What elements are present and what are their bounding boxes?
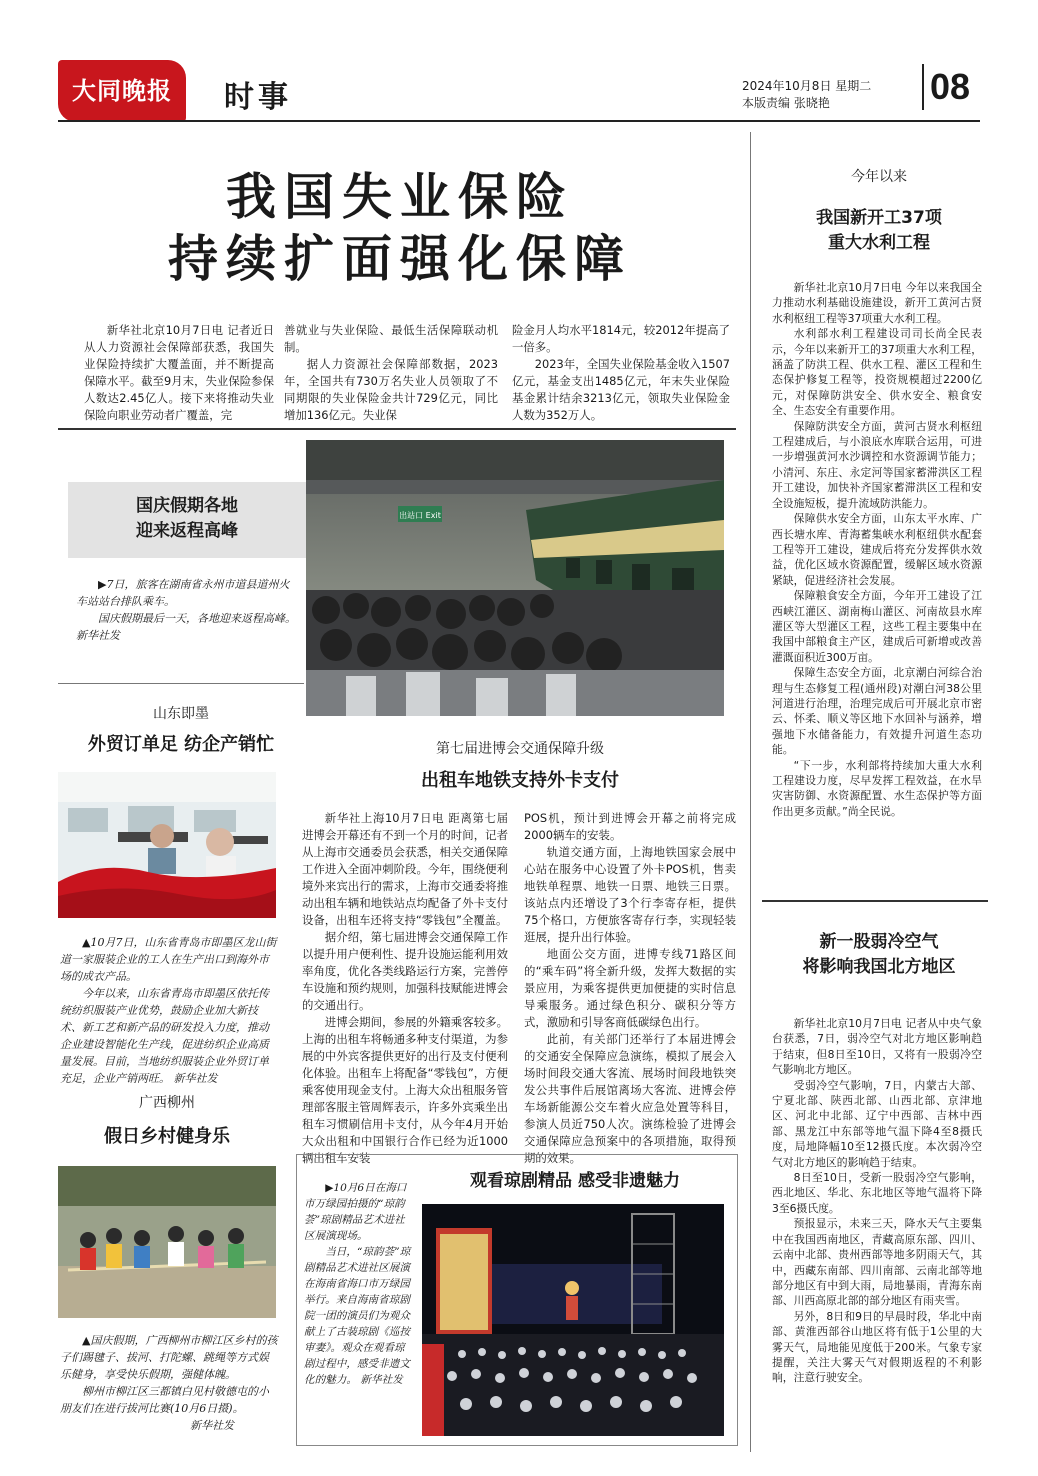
lead-headline-line2: 持续扩面强化保障: [168, 229, 632, 288]
lead-paragraph: 险金月人均水平1814元，较2012年提高了一倍多。: [512, 323, 730, 354]
water-paragraph: 水利部水利工程建设司司长尚全民表示，今年以来新开工的37项重大水利工程，涵盖了防洪工程、供水工程、灌区工程和生态保护修复工程等，投资规模超过2200亿元，对保障防洪安全、供水安全、粮食安全、生态安全有重要作用。: [772, 327, 982, 418]
water-kicker: 今年以来: [851, 169, 907, 185]
water-body: [772, 280, 982, 819]
cold-title-line1: 新一股弱冷空气: [819, 932, 939, 952]
tug-of-war-photo: [58, 1166, 276, 1318]
holiday-caption-2: 国庆假期最后一天，各地迎来返程高峰。 新华社发: [76, 612, 296, 642]
taxi-kicker: 第七届进博会交通保障升级: [436, 741, 604, 757]
section-title: 时事: [224, 80, 292, 115]
lead-paragraph: 新华社北京10月7日电 记者近日从人力资源社会保障部获悉，我国失业保险持续扩大覆盖面，并不断提高保障水平。截至9月末，失业保险参保人数达2.45亿人。接下来将推动失业保险向职业劳动者广覆盖，完: [84, 323, 274, 422]
taxi-col1: [302, 810, 508, 1167]
cold-paragraph: 预报显示，未来三天，降水天气主要集中在我国西南地区，青藏高原东部、四川、云南中北部、贵州西部等地多阴雨天气，其中，西藏东南部、四川南部、云南北部等地部分地区有中到大雨，局地暴雨，青海东南部、川西高原北部的部分地区有雨夹雪。: [772, 1217, 982, 1308]
cold-paragraph: 受弱冷空气影响，7日，内蒙古大部、宁夏北部、陕西北部、山西北部、京津地区、河北中北部、辽宁中西部、吉林中西部、黑龙江中东部等地气温下降4至8摄氏度，局地降幅10至12摄氏度。本次弱冷空气对北方地区的影响趋于结束。: [772, 1078, 982, 1169]
holiday-title-box: [68, 482, 306, 558]
textile-factory-image: [58, 772, 276, 918]
guangxi-title: 假日乡村健身乐: [104, 1126, 230, 1147]
water-paragraph: 保障防洪安全方面，黄河古贤水利枢纽工程建成后，与小浪底水库联合运用，可进一步增强黄河水沙调控和水资源调节能力；小清河、东庄、永定河等国家蓄滞洪区工程开工建设，加快补齐国家蓄滞洪区工程和安全设施短板，提升流域防洪能力。: [772, 419, 982, 510]
newspaper-logo: 大同晚报: [58, 60, 186, 122]
water-title: [764, 206, 994, 256]
train-station-image: [306, 440, 724, 716]
shandong-kicker: 山东即墨: [153, 706, 209, 722]
water-paragraph: 保障粮食安全方面，今年开工建设了江西峡江灌区、湖南梅山灌区、河南故县水库灌区等大型灌区工程，这些工程主要集中在我国中部粮食主产区，建成后可新增或改善灌溉面积近300万亩。: [772, 589, 982, 664]
page-number: 08: [930, 66, 971, 107]
water-paragraph: 保障生态安全方面，北京潮白河综合治理与生态修复工程(通州段)对潮白河38公里河道进行治理，治理完成后可开展北京市密云、怀柔、顺义等区地下水回补与涵养，增强地下水储备能力，有效提升河道生态功能。: [772, 666, 982, 757]
holiday-title-line1: 国庆假期各地: [136, 496, 238, 516]
cold-paragraph: 新华社北京10月7日电 记者从中央气象台获悉，7日，弱冷空气对北方地区影响趋于结束，但8日至10日，又将有一股弱冷空气影响北方地区。: [772, 1017, 982, 1077]
cold-title: [764, 930, 994, 980]
shandong-title: 外贸订单足 纺企产销忙: [87, 734, 275, 755]
opera-caption-2: 当日，“琼韵荟”琼剧精品艺术进社区展演在海南省海口市万绿园举行。来自海南省琼剧院一团的演员们为观众献上了古装琼剧《巡按审妻》。观众在观看琼剧过程中，感受非遗文化的魅力。 新华社发: [304, 1246, 411, 1386]
guangxi-credit: 新华社发: [190, 1419, 234, 1432]
shandong-caption-1: ▲10月7日，山东省青岛市即墨区龙山街道一家服装企业的工人在生产出口到海外市场的成衣产品。: [60, 936, 277, 983]
water-paragraph: 保障供水安全方面，山东太平水库、广西长塘水库、青海蓄集峡水利枢纽供水配套工程等开工建设，建成后将充分发挥供水效益，优化区域水资源配置，缓解区域水资源紧缺，促进经济社会发展。: [772, 512, 982, 587]
taxi-paragraph: 此前，有关部门还举行了本届进博会的交通安全保障应急演练，模拟了展会入场时间段交通大客流、展场时间段地铁突发公共事件后展馆离场大客流、进博会停车场新能源公交车着火应急处置等科目，参演人员近750人次。演练检验了进博会交通保障应急预案中的各项措施，取得预期的效果。: [524, 1032, 736, 1165]
cold-paragraph: 另外，8日和9日的早晨时段，华北中南部、黄淮西部谷山地区将有低于1公里的大雾天气，局地能见度低于200米。气象专家提醒，关注大雾天气对假期返程的不利影响，注意行驶安全。: [772, 1309, 982, 1385]
train-station-photo: [306, 440, 724, 716]
lead-headline: [70, 166, 730, 290]
guangxi-caption: [60, 1332, 278, 1434]
opera-photo: [422, 1204, 724, 1436]
taxi-paragraph: 进博会期间，参展的外籍乘客较多。上海的出租车将畅通多种支付渠道，为参展的中外宾客提供更好的出行及支付便利化体验。出租车上将配备“零钱包”，方便乘客使用现金支付。上海大众出租服务管理部客服主管周辉表示，许多外宾乘坐出租车习惯刷信用卡支付，从今年4月开始大众出租和中国银行合作已经为近1000辆出租车安装: [302, 1015, 508, 1165]
masthead-divider: [922, 64, 924, 110]
water-paragraph: “下一步，水利部将持续加大重大水利工程建设力度，尽早发挥工程效益，在水旱灾害防御、水资源配置、水生态保护等方面作出更多贡献。”尚全民说。: [772, 758, 982, 818]
opera-title: 观看琼剧精品 感受非遗魅力: [470, 1171, 680, 1191]
shandong-caption-2: 今年以来，山东省青岛市即墨区依托传统纺织服装产业优势，鼓励企业加大新技术、新工艺和新产品的研发投入力度，推动企业建设智能化生产线，促进纺织企业高质量发展。目前，当地纺织服装企业外贸订单充足，企业产销两旺。 新华社发: [60, 987, 269, 1085]
lead-paragraph: 据人力资源社会保障部数据，2023年，全国共有730万名失业人员领取了不同期限的失业保险金共计729亿元，同比增加136亿元。失业保: [284, 357, 498, 422]
holiday-caption: [76, 576, 298, 644]
water-title-line1: 我国新开工37项: [816, 208, 942, 228]
lead-col2: [284, 322, 498, 424]
cold-title-line2: 将影响我国北方地区: [802, 957, 956, 977]
lead-col1: [84, 322, 274, 424]
tug-of-war-image: [58, 1166, 276, 1318]
column-divider: [750, 132, 751, 1452]
lead-headline-line1: 我国失业保险: [226, 167, 574, 226]
taxi-paragraph: 地面公交方面，进博专线71路区间的“乘车码”将全新升级，发挥大数据的实景应用，为乘客提供更加便捷的实时信息导乘服务。通过绿色积分、碳积分等方式，激励和引导客商低碳绿色出行。: [524, 947, 736, 1029]
cold-paragraph: 8日至10日，受新一股弱冷空气影响，西北地区、华北、东北地区等地气温将下降3至6摄氏度。: [772, 1171, 982, 1215]
opera-caption-1: ▶10月6日在海口市万绿园拍摄的“琼韵荟”琼剧精品艺术进社区展演现场。: [304, 1182, 407, 1242]
shandong-caption: [60, 934, 278, 1087]
lead-paragraph: 2023年，全国失业保险基金收入1507亿元，基金支出1485亿元，年末失业保险基金累计结余3213亿元，领取失业保险金人数为352万人。: [512, 357, 730, 422]
header-rule: [58, 120, 980, 122]
taxi-paragraph: 新华社上海10月7日电 距离第七届进博会开幕还有不到一个月的时间，记者从上海市交通委员会获悉，相关交通保障工作进入全面冲刺阶段。今年，围绕便利境外来宾出行的需求，上海市交通委将推动出租车辆和地铁站点均配备了外卡支付设备，出租车还将支持“零钱包”全覆盖。: [302, 811, 508, 927]
water-paragraph: 新华社北京10月7日电 今年以来我国全力推动水利基础设施建设，新开工黄河古贤水利枢纽工程等37项重大水利工程。: [772, 281, 982, 325]
opera-image: [422, 1204, 724, 1436]
textile-factory-photo: [58, 772, 276, 918]
taxi-paragraph: 据介绍，第七届进博会交通保障工作以提升用户便利性、提升设施运能利用效率角度，优化各类线路运行方案，完善停车设施和预约规则，加强科技赋能进博会的交通出行。: [302, 930, 508, 1012]
holiday-title: [68, 494, 306, 544]
taxi-title: 出租车地铁支持外卡支付: [421, 770, 619, 791]
lead-col3: [512, 322, 730, 424]
guangxi-caption-2: 柳州市柳江区三都镇白见村敬德屯的小朋友们在进行拔河比赛(10月6日摄)。: [60, 1385, 269, 1415]
issue-date: 2024年10月8日 星期二: [742, 79, 872, 93]
page-editor: 本版责编 张晓艳: [742, 96, 830, 110]
lead-paragraph: 善就业与失业保险、最低生活保障联动机制。: [284, 323, 498, 354]
opera-caption: [304, 1180, 412, 1388]
holiday-title-line2: 迎来返程高峰: [136, 521, 238, 541]
taxi-paragraph: 轨道交通方面，上海地铁国家会展中心站在服务中心设置了外卡POS机，售卖地铁单程票、地铁一日票、地铁三日票。该站点内还增设了3个行李寄存柜，提供75个格口，方便旅客寄存行李，实现轻装逛展，提升出行体验。: [524, 845, 736, 944]
right-divider: [762, 900, 988, 902]
left-divider: [58, 683, 304, 684]
exit-sign-text: 出站口 Exit: [399, 511, 441, 520]
taxi-col2: [524, 810, 736, 1167]
water-title-line2: 重大水利工程: [828, 233, 930, 253]
guangxi-caption-1: ▲国庆假期，广西柳州市柳江区乡村的孩子们踢毽子、拔河、打陀螺、跳绳等方式娱乐健身，享受快乐假期，强健体魄。: [60, 1334, 278, 1381]
issue-meta: [742, 78, 871, 112]
taxi-paragraph: POS机，预计到进博会开幕之前将完成2000辆车的安装。: [524, 811, 736, 842]
lead-bottom-rule: [58, 428, 736, 430]
holiday-caption-1: ▶7日，旅客在湖南省永州市道县道州火车站站台排队乘车。: [76, 578, 290, 608]
cold-body: [772, 1016, 982, 1386]
guangxi-kicker: 广西柳州: [139, 1095, 195, 1111]
